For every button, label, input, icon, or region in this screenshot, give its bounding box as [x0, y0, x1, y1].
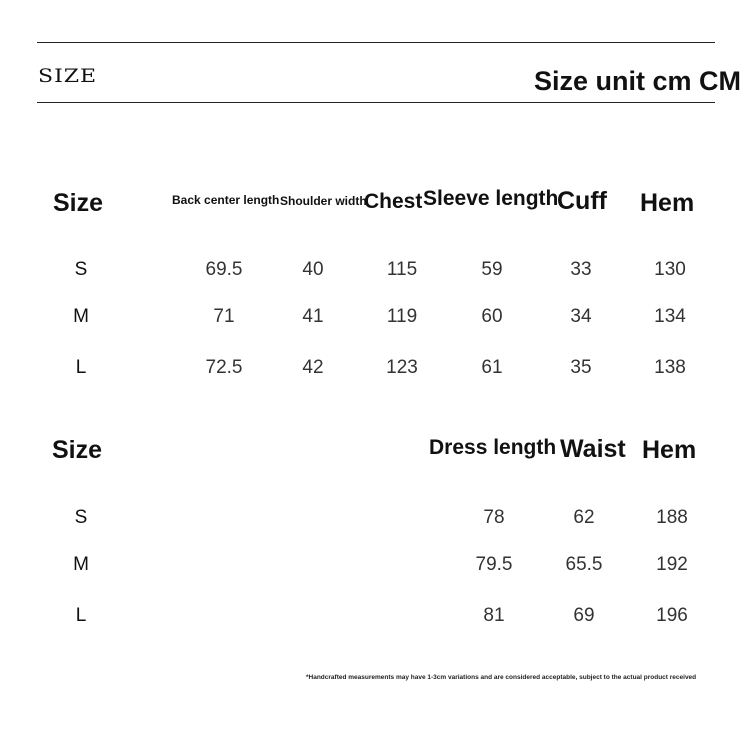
top-rule	[37, 42, 715, 43]
top-header-shoulder-width: Shoulder width	[280, 194, 367, 208]
top-row-s-shoulder: 40	[302, 259, 324, 280]
size-heading: SIZE	[38, 66, 98, 88]
bottom-row-m-dress-length: 79.5	[475, 554, 513, 575]
top-row-m-shoulder: 41	[302, 306, 324, 327]
top-row-m-back-center: 71	[213, 306, 235, 327]
bottom-header-dress-length: Dress length	[429, 436, 557, 459]
top-row-m-cuff: 34	[570, 306, 592, 327]
top-row-s-size: S	[74, 259, 88, 280]
top-row-m-size: M	[73, 306, 89, 327]
bottom-header-size: Size	[52, 436, 103, 464]
top-row-l-back-center: 72.5	[205, 357, 243, 378]
bottom-header-hem: Hem	[642, 436, 697, 464]
unit-heading: Size unit cm CM	[534, 66, 742, 96]
top-row-l-cuff: 35	[570, 357, 592, 378]
top-row-m-hem: 134	[654, 306, 686, 327]
top-row-l-hem: 138	[654, 357, 686, 378]
top-row-s-cuff: 33	[570, 259, 592, 280]
top-row-l-chest: 123	[386, 357, 418, 378]
bottom-row-s-hem: 188	[656, 507, 688, 528]
bottom-row-l-waist: 69	[573, 605, 595, 626]
top-row-s-back-center: 69.5	[205, 259, 243, 280]
top-header-back-center-length: Back center length	[172, 193, 280, 207]
top-row-l-sleeve: 61	[481, 357, 503, 378]
bottom-row-l-size: L	[75, 605, 87, 626]
top-row-m-sleeve: 60	[481, 306, 503, 327]
top-row-m-chest: 119	[386, 306, 418, 327]
top-header-cuff: Cuff	[557, 187, 607, 215]
top-row-s-chest: 115	[386, 259, 418, 280]
bottom-row-s-size: S	[74, 507, 88, 528]
measurement-footnote: *Handcrafted measurements may have 1-3cm variations and are considered acceptable, subject to the actual product received	[306, 674, 697, 681]
top-header-hem: Hem	[640, 189, 695, 217]
bottom-row-l-dress-length: 81	[483, 605, 505, 626]
bottom-row-m-size: M	[73, 554, 89, 575]
top-header-size: Size	[53, 189, 104, 217]
top-row-l-shoulder: 42	[302, 357, 324, 378]
header-bottom-rule	[37, 102, 715, 103]
bottom-row-s-waist: 62	[573, 507, 595, 528]
top-row-s-hem: 130	[654, 259, 686, 280]
bottom-header-waist: Waist	[560, 435, 626, 463]
top-header-chest: Chest	[364, 190, 423, 213]
top-header-sleeve-length: Sleeve length	[423, 187, 559, 210]
bottom-row-s-dress-length: 78	[483, 507, 505, 528]
top-row-s-sleeve: 59	[481, 259, 503, 280]
bottom-row-m-waist: 65.5	[565, 554, 603, 575]
bottom-row-l-hem: 196	[656, 605, 688, 626]
bottom-row-m-hem: 192	[656, 554, 688, 575]
top-row-l-size: L	[75, 357, 87, 378]
